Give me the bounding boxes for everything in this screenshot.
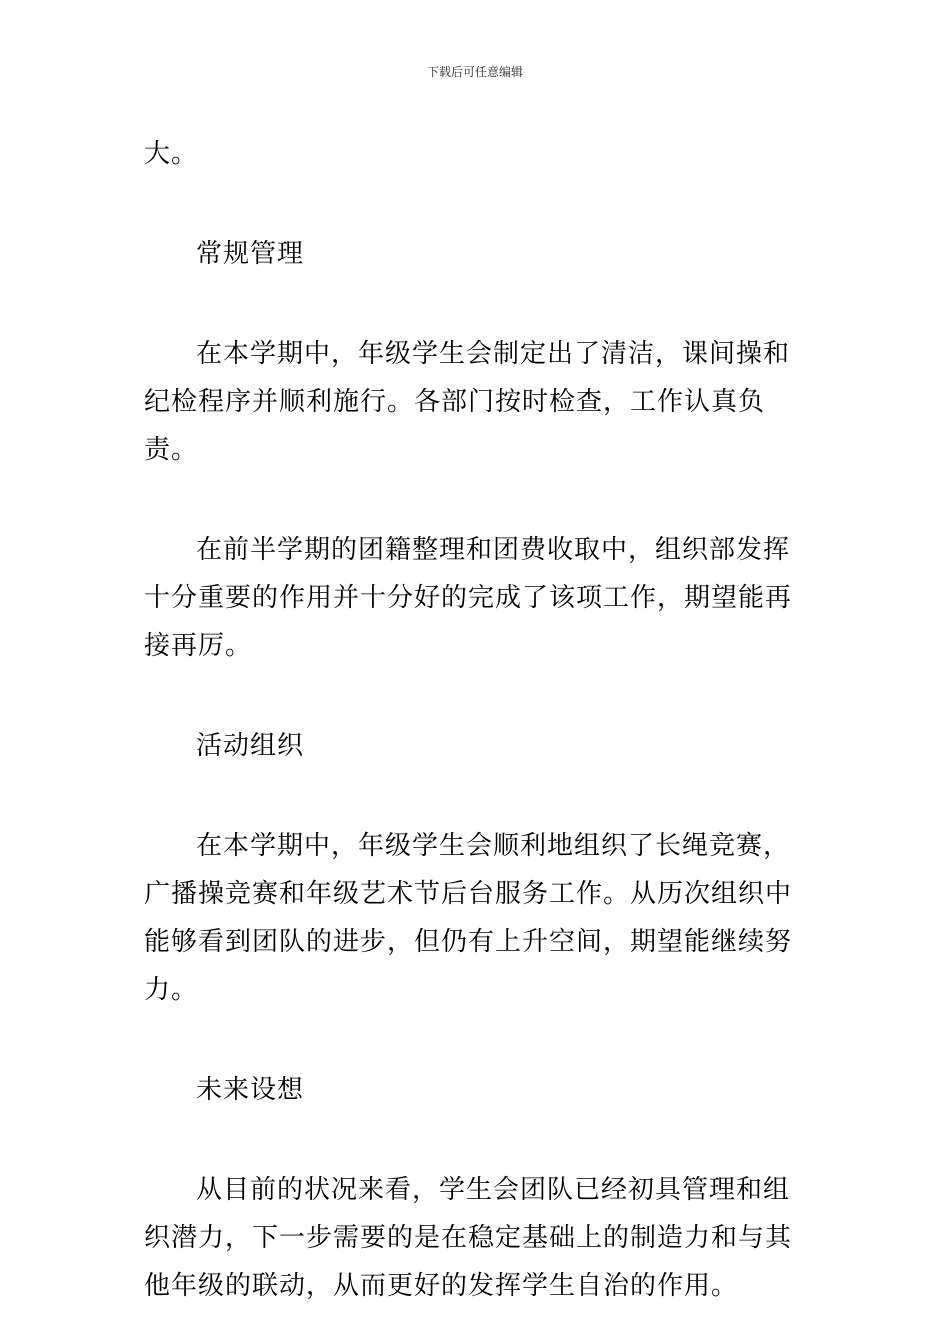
paragraph-routine-management: 在本学期中，年级学生会制定出了清洁，课间操和纪检程序并顺利施行。各部门按时检查，工作认真负责。: [144, 339, 791, 465]
document-body: [144, 130, 808, 1310]
paragraph-future-plans: 从目前的状况来看，学生会团队已经初具管理和组织潜力，下一步需要的是在稳定基础上的制造力和与其他年级的联动，从而更好的发挥学生自治的作用。: [144, 1175, 793, 1301]
section-heading-future-plans: 未来设想: [196, 1075, 305, 1105]
paragraph-league-affairs: 在前半学期的团籍整理和团费收取中，组织部发挥十分重要的作用并十分好的完成了该项工作，期望能再接再厉。: [144, 535, 793, 661]
section-heading-routine-management: 常规管理: [196, 239, 305, 269]
page-header-note: 下载后可任意编辑: [426, 65, 523, 79]
paragraph-activity-organization: 在本学期中，年级学生会顺利地组织了长绳竞赛，广播操竞赛和年级艺术节后台服务工作。从历次组织中能够看到团队的进步，但仍有上升空间，期望能继续努力。: [144, 831, 793, 1005]
section-heading-activity-organization: 活动组织: [196, 731, 305, 761]
paragraph-continuation: 大。: [144, 139, 199, 169]
